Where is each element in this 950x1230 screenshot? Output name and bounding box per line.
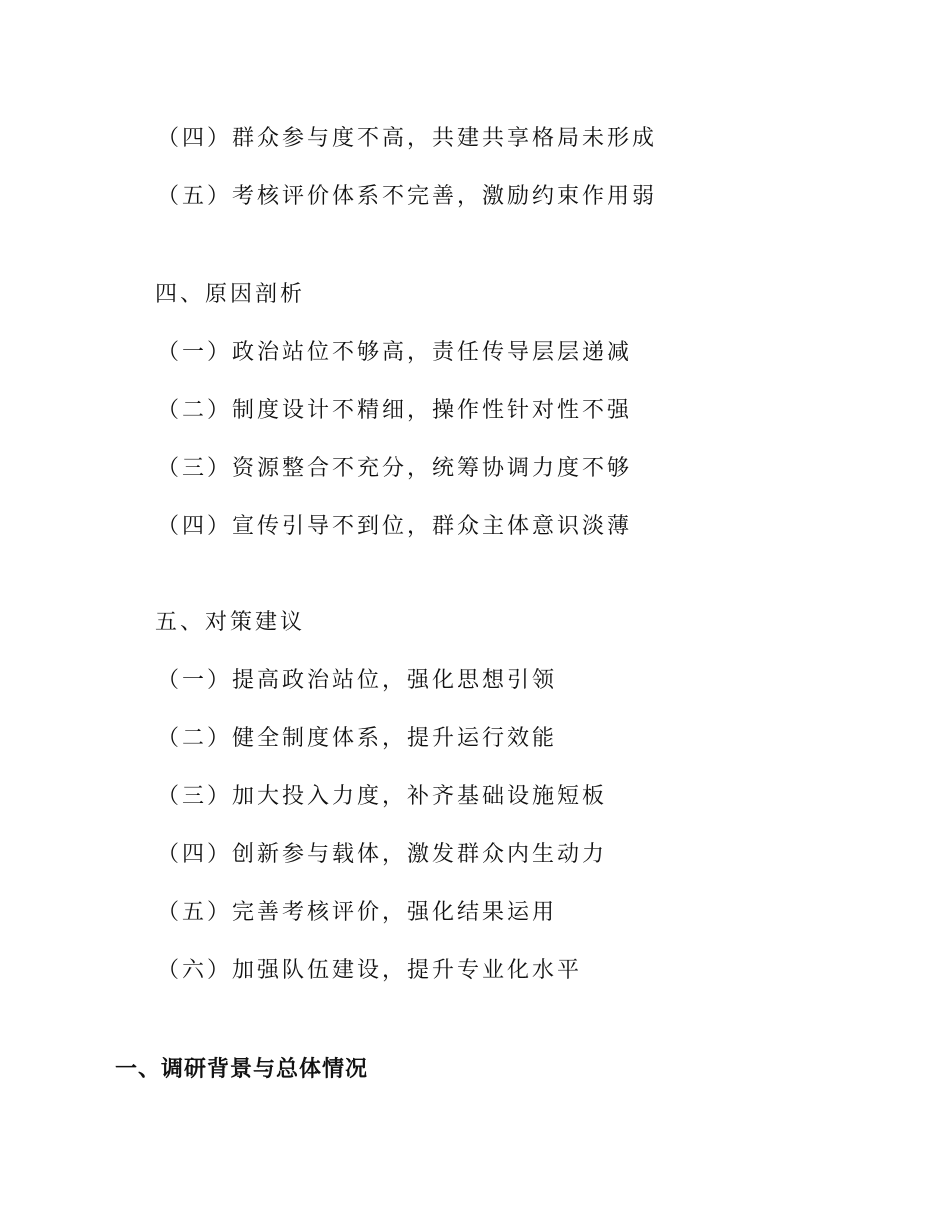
outline-item: （三）资源整合不充分，统筹协调力度不够	[157, 456, 633, 481]
outline-item: （六）加强队伍建设，提升专业化水平	[157, 958, 583, 983]
outline-item: （一）政治站位不够高，责任传导层层递减	[157, 340, 633, 365]
outline-item: （四）宣传引导不到位，群众主体意识淡薄	[157, 514, 633, 539]
section-heading-causes: 四、原因剖析	[155, 282, 306, 307]
outline-item: （二）制度设计不精细，操作性针对性不强	[157, 398, 633, 423]
outline-item: （一）提高政治站位，强化思想引领	[157, 668, 558, 693]
outline-item: （五）完善考核评价，强化结果运用	[157, 900, 558, 925]
outline-item: （四）创新参与载体，激发群众内生动力	[157, 842, 608, 867]
outline-item: （三）加大投入力度，补齐基础设施短板	[157, 784, 608, 809]
section-title-background: 一、调研背景与总体情况	[115, 1057, 369, 1082]
outline-item: （二）健全制度体系，提升运行效能	[157, 726, 558, 751]
section-heading-suggestions: 五、对策建议	[155, 610, 306, 635]
outline-item: （五）考核评价体系不完善，激励约束作用弱	[157, 184, 658, 209]
outline-item: （四）群众参与度不高，共建共享格局未形成	[157, 126, 658, 151]
